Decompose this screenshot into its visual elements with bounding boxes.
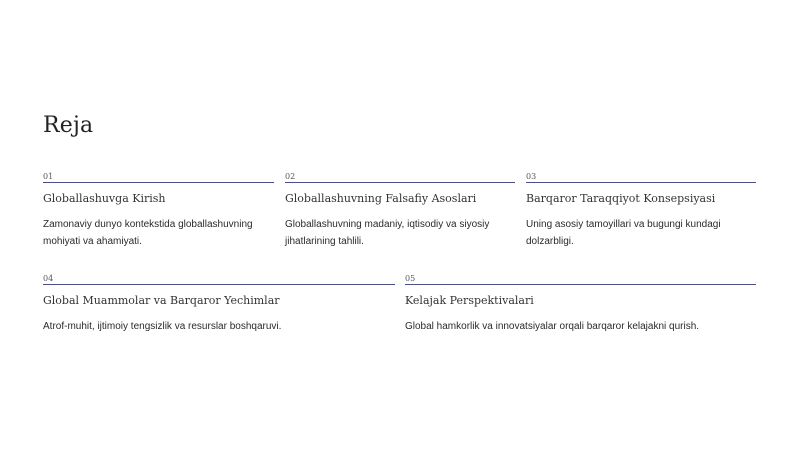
item-description: Uning asosiy tamoyillari va bugungi kundagi dolzarbligi. [526, 219, 721, 247]
agenda-item-4 [43, 274, 395, 335]
item-divider [526, 182, 756, 183]
agenda-item-2 [285, 172, 515, 250]
item-heading: Barqaror Taraqqiyot Konsepsiyasi [526, 192, 716, 205]
agenda-item-1 [43, 172, 274, 250]
item-description: Zamonaviy dunyo kontekstida globallashuvning mohiyati va ahamiyati. [43, 219, 253, 247]
item-heading: Globallashuvning Falsafiy Asoslari [285, 192, 477, 205]
item-number: 04 [43, 274, 54, 283]
item-description: Atrof-muhit, ijtimoiy tengsizlik va resurslar boshqaruvi. [43, 321, 282, 332]
item-heading: Kelajak Perspektivalari [405, 294, 534, 307]
page-title: Reja [43, 113, 94, 138]
agenda-item-5 [405, 274, 756, 335]
item-heading: Global Muammolar va Barqaror Yechimlar [43, 294, 280, 307]
item-number: 05 [405, 274, 416, 283]
item-divider [43, 284, 395, 285]
item-divider [43, 182, 274, 183]
item-number: 01 [43, 172, 54, 181]
item-number: 03 [526, 172, 537, 181]
item-description: Global hamkorlik va innovatsiyalar orqali barqaror kelajakni qurish. [405, 321, 700, 332]
item-divider [285, 182, 515, 183]
item-number: 02 [285, 172, 296, 181]
item-heading: Globallashuvga Kirish [43, 192, 166, 205]
item-divider [405, 284, 756, 285]
item-description: Globallashuvning madaniy, iqtisodiy va siyosiy jihatlarining tahlili. [285, 219, 490, 247]
agenda-item-3 [526, 172, 756, 250]
